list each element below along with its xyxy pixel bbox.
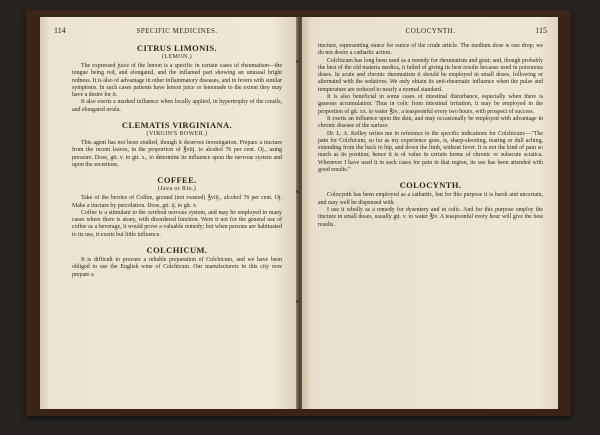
binding-mark: [296, 300, 299, 303]
section-title-citrus: CITRUS LIMONIS.: [136, 43, 218, 53]
paragraph: Dr. L. A. Kelley writes me in reference to the specific indications for Colchicum:—"The pain for Colchicum, so far as my experience goes, is, sharp-shooting, tearing or dull aching, extending from the back to hip, and down the limb, without fever. It is not the kind of pain so much as its position; hence it is of value in certain forms of chronic or subacute sciatica. Whenever I have used it in such cases for pain in that region, its use has been attended with good results.": [318, 130, 543, 174]
paragraph: It is also beneficial in some cases of intestinal disturbance, especially when there is gaseous accumulation. Thus in colic from intestinal irritation, it may be employed in the proportion of gtt. xx. to water ℥iv., a teaspoonful every two hours, with prospect of success.: [318, 94, 543, 115]
paragraph: It also exerts a marked influence when locally applied, in hypertrophy of the tonsils, and elongated uvula.: [72, 99, 282, 113]
left-running-head: [54, 26, 282, 39]
section-title-colocynth: COLOCYNTH.: [399, 180, 462, 191]
left-page-number: 114: [54, 26, 66, 35]
section-subtitle-citrus: (LEMON.): [161, 54, 193, 60]
paragraph: I use it wholly as a remedy for dysentery and in colic. And for this purpose employ the tincture in small doses, usually gtt. v. to water ℥iv. A teaspoonful every hour will give the best results.: [318, 206, 543, 228]
paragraph: This agent has not been studied, though it deserves investigation. Prepare a tincture from the recent leaves, in the proportion of ℥viij. to alcohol 76 per cent. Oj., using pressure. Dose, gtt. v. to gtt. x., to determine its influence upon the nervous system and upon the secretions.: [72, 140, 282, 168]
section-title-colchicum: COLCHICUM.: [146, 245, 208, 256]
section-subtitle-coffee: (Java or Rio.): [157, 186, 197, 193]
continued-paragraph: tincture, representing ounce for ounce of the crude article. The medium dose is one drop; we do not desire a cathartic action.: [318, 43, 543, 57]
right-page: [302, 17, 558, 409]
right-running-title: COLOCYNTH.: [405, 27, 456, 35]
binding-mark: [296, 190, 299, 193]
left-running-title: SPECIFIC MEDICINES.: [136, 27, 218, 35]
paragraph: It is difficult to procure a reliable preparation of Colchicum, and we have been obliged to use the English wine of Colchicum. Our manufacturers in this city now prepare a: [72, 257, 282, 278]
left-page: [40, 17, 298, 409]
binding-mark: [296, 60, 299, 63]
section-title-clematis: CLEMATIS VIRGINIANA.: [121, 120, 233, 131]
paragraph: The expressed juice of the lemon is a specific in certain cases of rheumatism—the tongue being red, and elongated, and the inflamed part showing an unusual bright redness. It is also of advantage in other inflammatory diseases, and in fevers with similar symptoms. In such cases patients have lemon juice or lemonade to the extent they may have a desire for it.: [72, 63, 282, 99]
section-subtitle-clematis: (VIRGIN'S BOWER.): [146, 131, 208, 138]
section-title-coffee: COFFEE.: [157, 175, 197, 186]
paragraph: Colocynth has been employed as a cathartic, but for this purpose it is harsh and uncertain, and may well be dispensed with.: [318, 192, 543, 206]
right-running-head: [318, 26, 547, 39]
paragraph: Take of the berries of Coffee, ground (not roasted) ℥viij., alcohol 76 per cent. Oj. Make a tincture by percolation. Dose, gtt. ij. to gtt. x.: [72, 195, 282, 209]
paragraph: It exerts an influence upon the skin, and may occasionally be employed with advantage in chronic disease of the surface.: [318, 115, 543, 130]
paragraph: Colchicum has long been used as a remedy for rheumatism and gout; and, though probably the best of the old materia medica, it failed of giving its best results because used in poisonous doses. In acute and chronic rheumatism it should be employed in small doses, following or alternated with the sedatives. We only obtain its anti-rheumatic influence when the pulse and temperature are reduced to nearly a normal standard.: [318, 57, 543, 93]
right-page-number: 115: [535, 26, 547, 35]
paragraph: Coffee is a stimulant to the cerebral nervous system, and may be employed in many cases where there is atony, with disordered function. Were it not for the general use of coffee as a beverage, it would prove a valuable remedy; but when persons are habituated to its use, it exerts but little influence.: [72, 209, 282, 238]
